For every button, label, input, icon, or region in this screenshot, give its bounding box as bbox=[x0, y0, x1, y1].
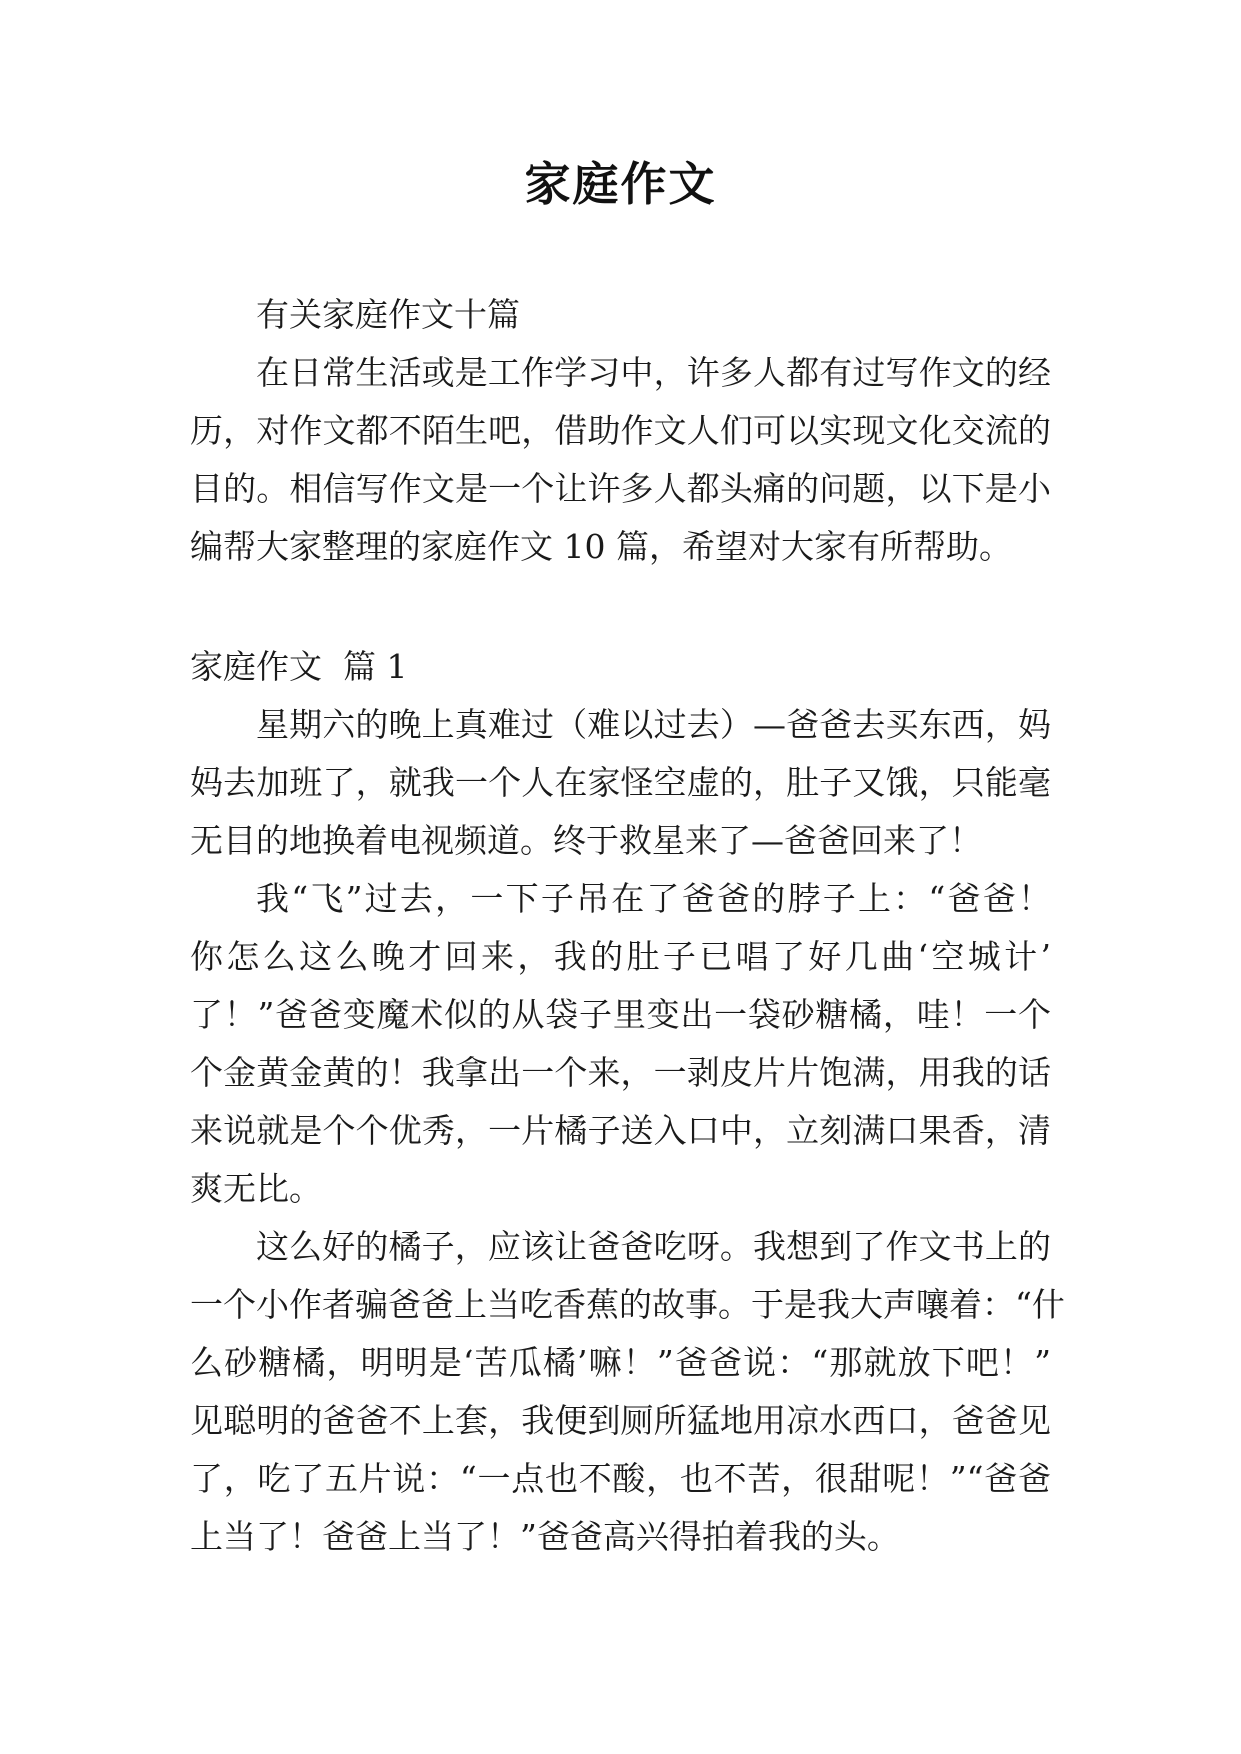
section-heading: 家庭作文 篇 1 bbox=[190, 647, 408, 686]
text-line: 这么好的橘子，应该让爸爸吃呀。我想到了作文书上的 bbox=[256, 1227, 1051, 1266]
text-line: 在日常生活或是工作学习中，许多人都有过写作文的经 bbox=[256, 353, 1051, 392]
text-line: 妈去加班了，就我一个人在家怪空虚的，肚子又饿，只能毫 bbox=[190, 763, 1051, 802]
text-line: 个金黄金黄的！我拿出一个来，一剥皮片片饱满，用我的话 bbox=[190, 1053, 1051, 1092]
section-1 bbox=[190, 638, 1065, 1566]
text-line: 上当了！爸爸上当了！”爸爸高兴得拍着我的头。 bbox=[190, 1517, 900, 1556]
text-line: 么砂糖橘，明明是‘苦瓜橘’嘛！”爸爸说：“那就放下吧！” bbox=[190, 1343, 1051, 1382]
text-line: 了！”爸爸变魔术似的从袋子里变出一袋砂糖橘，哇！一个 bbox=[190, 995, 1051, 1034]
text-line: 我“飞”过去，一下子吊在了爸爸的脖子上：“爸爸！ bbox=[256, 879, 1051, 918]
text-line: 无目的地换着电视频道。终于救星来了—爸爸回来了！ bbox=[190, 821, 982, 860]
paragraph bbox=[190, 696, 1051, 870]
text-line: 星期六的晚上真难过（难以过去）—爸爸去买东西，妈 bbox=[256, 705, 1051, 744]
intro-heading: 有关家庭作文十篇 bbox=[256, 295, 520, 334]
text-line: 目的。相信写作文是一个让许多人都头痛的问题，以下是小 bbox=[190, 469, 1051, 508]
paragraph bbox=[190, 870, 1051, 1218]
text-line: 一个小作者骗爸爸上当吃香蕉的故事。于是我大声嚷着：“什 bbox=[190, 1285, 1065, 1324]
text-line: 你怎么这么晚才回来，我的肚子已唱了好几曲‘空城计’ bbox=[190, 937, 1051, 976]
page-title: 家庭作文 bbox=[524, 157, 717, 211]
text-line: 爽无比。 bbox=[190, 1169, 322, 1208]
text-line: 了，吃了五片说：“一点也不酸，也不苦，很甜呢！”“爸爸 bbox=[190, 1459, 1051, 1498]
paragraph bbox=[190, 1218, 1065, 1566]
text-line: 来说就是个个优秀，一片橘子送入口中，立刻满口果香，清 bbox=[190, 1111, 1051, 1150]
text-line: 历，对作文都不陌生吧，借助作文人们可以实现文化交流的 bbox=[190, 411, 1051, 450]
text-line: 见聪明的爸爸不上套，我便到厕所猛地用凉水西口，爸爸见 bbox=[190, 1401, 1051, 1440]
text-line: 编帮大家整理的家庭作文 10 篇，希望对大家有所帮助。 bbox=[190, 527, 1012, 566]
intro-block bbox=[190, 286, 1051, 576]
